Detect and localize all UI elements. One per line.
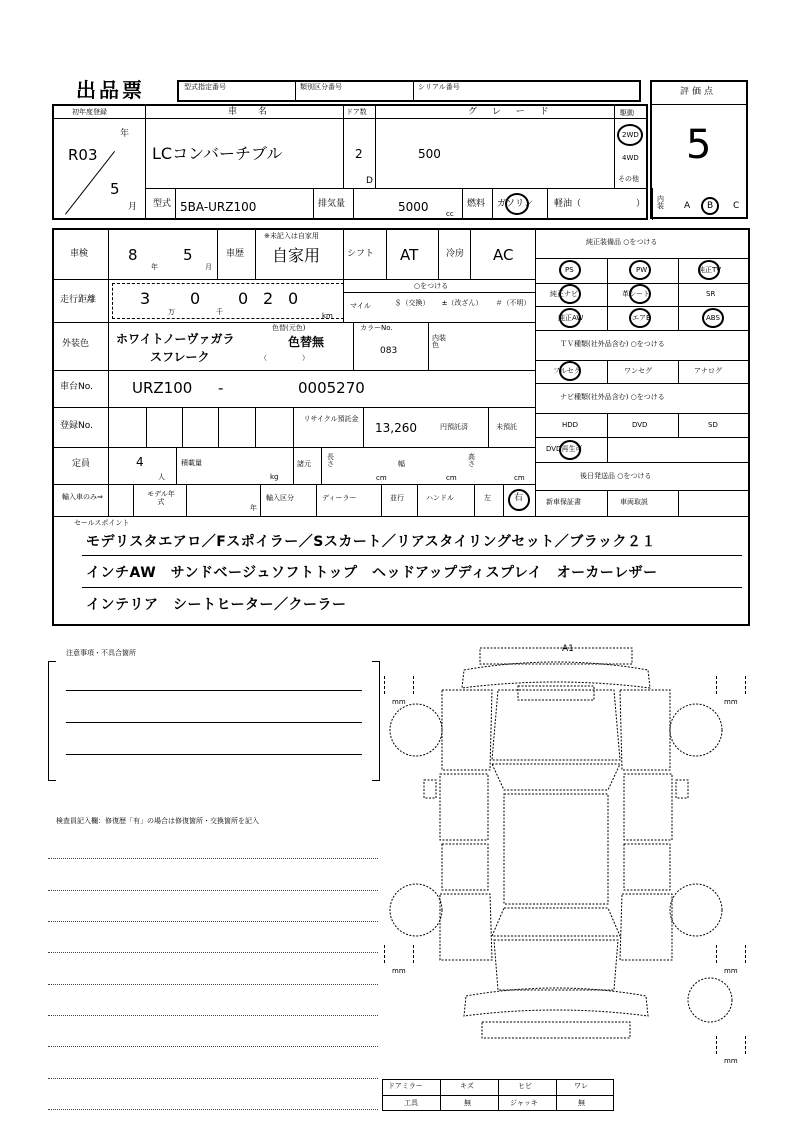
score-value: 5 bbox=[686, 122, 712, 168]
doors-value: 2 bbox=[355, 147, 363, 161]
ac-value: AC bbox=[493, 246, 514, 264]
shift-value: AT bbox=[400, 246, 419, 264]
repaint-label: 色替(元色) bbox=[272, 324, 306, 332]
color-no-value: 083 bbox=[380, 346, 398, 356]
interior-c: C bbox=[733, 201, 740, 211]
equip-abs: ABS bbox=[706, 314, 720, 322]
equip-tv: 純正TV bbox=[698, 266, 722, 274]
form-title: 出品票 bbox=[76, 78, 145, 102]
legend-r1c2: キズ bbox=[460, 1082, 474, 1090]
equip-airbag-circle bbox=[629, 308, 651, 328]
car-diagram bbox=[380, 640, 760, 1080]
chassis-value1: URZ100 bbox=[132, 379, 193, 397]
equip-leather: 革シート bbox=[622, 290, 650, 298]
import-year-unit: 年 bbox=[250, 504, 257, 512]
height-unit: cm bbox=[514, 474, 525, 482]
legend-r1c4: ワレ bbox=[574, 1082, 588, 1090]
mileage-digit-1: 3 bbox=[140, 289, 151, 308]
displacement-label: 排気量 bbox=[318, 199, 346, 209]
fuel-label: 燃料 bbox=[467, 199, 486, 209]
import-dealer: ディーラー bbox=[322, 494, 357, 502]
score-label: 評価点 bbox=[680, 87, 717, 97]
legend-r2c3: ジャッキ bbox=[510, 1099, 538, 1107]
later-title: 後日発送品 ○をつける bbox=[580, 472, 652, 480]
legend-r1c3: ヒビ bbox=[518, 1082, 532, 1090]
tv-fullseg-circle bbox=[559, 361, 581, 381]
model-label: 型式 bbox=[153, 199, 172, 209]
tv-oneseg: ワンセグ bbox=[624, 367, 652, 375]
history-value: 自家用 bbox=[272, 246, 321, 265]
legend-r2c2: 無 bbox=[464, 1099, 471, 1107]
tv-analog: アナログ bbox=[694, 367, 722, 375]
mileage-unit-km: km bbox=[322, 312, 333, 320]
fuel-gas: ガソリン bbox=[497, 199, 534, 209]
equip-sr: SR bbox=[706, 290, 716, 298]
import-label: 輸入車のみ⇒ bbox=[62, 493, 103, 501]
length-label: 長さ bbox=[327, 453, 334, 468]
mileage-digit-4: 2 bbox=[263, 289, 274, 308]
length-unit: cm bbox=[376, 474, 387, 482]
model-value: 5BA-URZ100 bbox=[180, 200, 257, 214]
diagram-mm-fl: mm bbox=[392, 698, 406, 706]
fuel-gas-circle bbox=[505, 193, 529, 215]
first-reg-month-unit: 月 bbox=[128, 202, 138, 212]
sales-label: セールスポイント bbox=[74, 519, 130, 527]
color-label: 外装色 bbox=[62, 339, 90, 349]
equip-aw-circle bbox=[558, 308, 584, 328]
equip-leather-circle bbox=[629, 284, 651, 304]
caution-label: 注意事項・不具合箇所 bbox=[66, 649, 136, 657]
tv-fullseg: フルセグ bbox=[553, 367, 581, 375]
displacement-value: 5000 bbox=[398, 200, 429, 214]
diagram-mm-spare: mm bbox=[724, 1057, 738, 1065]
inspector-label: 検査員記入欄：修復歴「有」の場合は修復箇所・交換箇所を記入 bbox=[56, 817, 259, 825]
width-label: 幅 bbox=[398, 460, 405, 468]
legend-r2c1: 工具 bbox=[404, 1099, 418, 1107]
diagram-mm-rr: mm bbox=[724, 967, 738, 975]
mileage-unit-man: 万 bbox=[168, 308, 175, 316]
header-code-box bbox=[177, 80, 641, 102]
mileage-unknown: ＃（不明） bbox=[495, 299, 531, 307]
interior-b: B bbox=[707, 201, 714, 211]
interior-a: A bbox=[684, 201, 691, 211]
history-label: 車歴 bbox=[226, 249, 245, 259]
inspection-label: 車検 bbox=[70, 249, 89, 259]
mileage-label: 走行距離 bbox=[60, 295, 97, 305]
interior-color-label: 内装色 bbox=[432, 334, 446, 349]
equip-abs-circle bbox=[702, 308, 724, 328]
car-name-label: 車 名 bbox=[228, 107, 274, 117]
handle-label: ハンドル bbox=[426, 494, 454, 502]
category-code-label: 類別区分番号 bbox=[300, 83, 342, 91]
color-value-line2: スフレーク bbox=[150, 350, 210, 364]
doors-label: ドア数 bbox=[346, 108, 367, 116]
capacity-label: 定員 bbox=[72, 459, 91, 469]
later-warranty: 新車保証書 bbox=[546, 498, 581, 506]
equip-pw-circle bbox=[629, 260, 651, 280]
mileage-digit-2: 0 bbox=[190, 289, 201, 308]
repaint-paren: （ ） bbox=[260, 354, 309, 362]
equip-airbag: エアB bbox=[632, 314, 651, 322]
chassis-value2: 0005270 bbox=[298, 379, 365, 397]
drive-4wd: 4WD bbox=[622, 154, 639, 162]
model-code-label: 型式指定番号 bbox=[184, 83, 226, 91]
height-label: 高さ bbox=[468, 453, 475, 468]
equip-navi-circle bbox=[559, 284, 581, 304]
inspection-year-unit: 年 bbox=[151, 263, 158, 271]
tire-bracket-rl bbox=[384, 945, 414, 963]
navi-sd: SD bbox=[708, 421, 718, 429]
legend-r1c1: ドアミラー bbox=[388, 1082, 423, 1090]
mileage-digit-5: 0 bbox=[288, 289, 299, 308]
grade-value: 500 bbox=[418, 147, 441, 161]
inspection-month: 5 bbox=[183, 246, 193, 264]
chassis-dash: - bbox=[218, 379, 224, 397]
first-reg-month: 5 bbox=[110, 180, 120, 198]
recycle-label: リサイクル預託金 bbox=[303, 415, 359, 423]
ac-label: 冷房 bbox=[446, 249, 465, 259]
first-reg-label: 初年度登録 bbox=[72, 108, 107, 116]
fuel-light: 軽油（ bbox=[554, 199, 582, 209]
mileage-exchange: ＄（交換） bbox=[394, 299, 430, 307]
handle-right-circle bbox=[508, 489, 530, 511]
load-unit: kg bbox=[270, 473, 279, 481]
tv-title: ＴＶ種類(社外品含む) ○をつける bbox=[560, 340, 665, 348]
equip-aw: 純正AW bbox=[558, 314, 584, 322]
import-model-year: モデル年式 bbox=[147, 490, 175, 507]
navi-dvd-play: DVD再生可 bbox=[546, 445, 583, 453]
navi-hdd: HDD bbox=[562, 421, 579, 429]
doors-suffix: D bbox=[366, 176, 373, 186]
shift-label: シフト bbox=[347, 249, 375, 259]
first-reg-era: R03 bbox=[68, 146, 98, 164]
navi-dvd: DVD bbox=[632, 421, 648, 429]
legend-r2c4: 無 bbox=[578, 1099, 585, 1107]
displacement-unit: cc bbox=[446, 210, 454, 218]
mileage-circle-note: ○をつける bbox=[414, 282, 449, 290]
inspection-year: 8 bbox=[128, 246, 138, 264]
tire-bracket-fr bbox=[716, 676, 746, 694]
equip-navi: 純正ナビ bbox=[550, 290, 578, 298]
recycle-unpaid: 未預託 bbox=[496, 423, 517, 431]
tire-bracket-fl bbox=[384, 676, 414, 694]
car-name-value: LCコンバーチブル bbox=[152, 144, 283, 163]
later-manual: 車両取説 bbox=[620, 498, 648, 506]
diagram-mark-a1: A1 bbox=[562, 644, 574, 654]
navi-dvd-play-circle bbox=[559, 440, 581, 460]
drive-2wd-circle bbox=[617, 124, 643, 146]
width-unit: cm bbox=[446, 474, 457, 482]
chassis-label: 車台No. bbox=[60, 382, 93, 392]
import-type: 輸入区分 bbox=[266, 494, 294, 502]
equip-pw: PW bbox=[636, 266, 648, 274]
sales-line-3: インテリア シートヒーター／クーラー bbox=[86, 597, 347, 613]
serial-label: シリアル番号 bbox=[418, 83, 460, 91]
color-no-label: カラーNo. bbox=[360, 324, 393, 332]
caution-bracket-left bbox=[48, 661, 56, 781]
fuel-close: ） bbox=[636, 199, 646, 209]
sales-line-1: モデリスタエアロ／Fスポイラー／Sスカート／リアスタイリングセット／ブラック２１ bbox=[86, 534, 656, 550]
drive-other: その他 bbox=[618, 175, 639, 183]
navi-title: ナビ種類(社外品含む) ○をつける bbox=[560, 393, 665, 401]
interior-b-circle bbox=[701, 197, 719, 215]
color-value-line1: ホワイトノーヴァガラ bbox=[116, 332, 235, 346]
drive-2wd: 2WD bbox=[622, 131, 639, 139]
mileage-digit-3: 0 bbox=[238, 289, 249, 308]
recycle-unit: 円預託済 bbox=[440, 423, 468, 431]
recycle-value: 13,260 bbox=[375, 421, 417, 435]
repaint-value: 色替無 bbox=[288, 335, 325, 349]
equip-ps: PS bbox=[565, 266, 574, 274]
caution-bracket-right bbox=[372, 661, 380, 781]
drive-label: 駆動 bbox=[620, 109, 634, 117]
equipment-title: 純正装備品 ○をつける bbox=[586, 238, 658, 246]
equip-ps-circle bbox=[559, 260, 581, 280]
first-reg-year-unit: 年 bbox=[120, 129, 130, 139]
capacity-unit: 人 bbox=[158, 473, 165, 481]
reg-label: 登録No. bbox=[60, 421, 93, 431]
sales-line-2: インチAW サンドベージュソフトトップ ヘッドアップディスプレイ オーカーレザー bbox=[86, 565, 658, 581]
mileage-unit-sen: 千 bbox=[216, 308, 223, 316]
capacity-value: 4 bbox=[136, 455, 144, 469]
tire-bracket-spare bbox=[716, 1036, 746, 1054]
load-label: 積載量 bbox=[181, 459, 202, 467]
diagram-mm-rl: mm bbox=[392, 967, 406, 975]
diagram-mm-fr: mm bbox=[724, 698, 738, 706]
tire-bracket-rr bbox=[716, 945, 746, 963]
handle-right: 右 bbox=[514, 493, 524, 503]
inspection-month-unit: 月 bbox=[205, 263, 212, 271]
dims-label: 諸元 bbox=[297, 460, 311, 468]
handle-left: 左 bbox=[484, 494, 491, 502]
import-parallel: 並行 bbox=[390, 494, 404, 502]
history-note: ※未記入は自家用 bbox=[264, 232, 319, 240]
interior-label: 内装 bbox=[657, 195, 664, 210]
mileage-modified: ±（改ざん） bbox=[441, 299, 483, 307]
equip-tv-circle bbox=[698, 260, 720, 280]
mileage-mile: マイル bbox=[350, 302, 371, 310]
grade-label: グ レ ー ド bbox=[468, 107, 555, 117]
